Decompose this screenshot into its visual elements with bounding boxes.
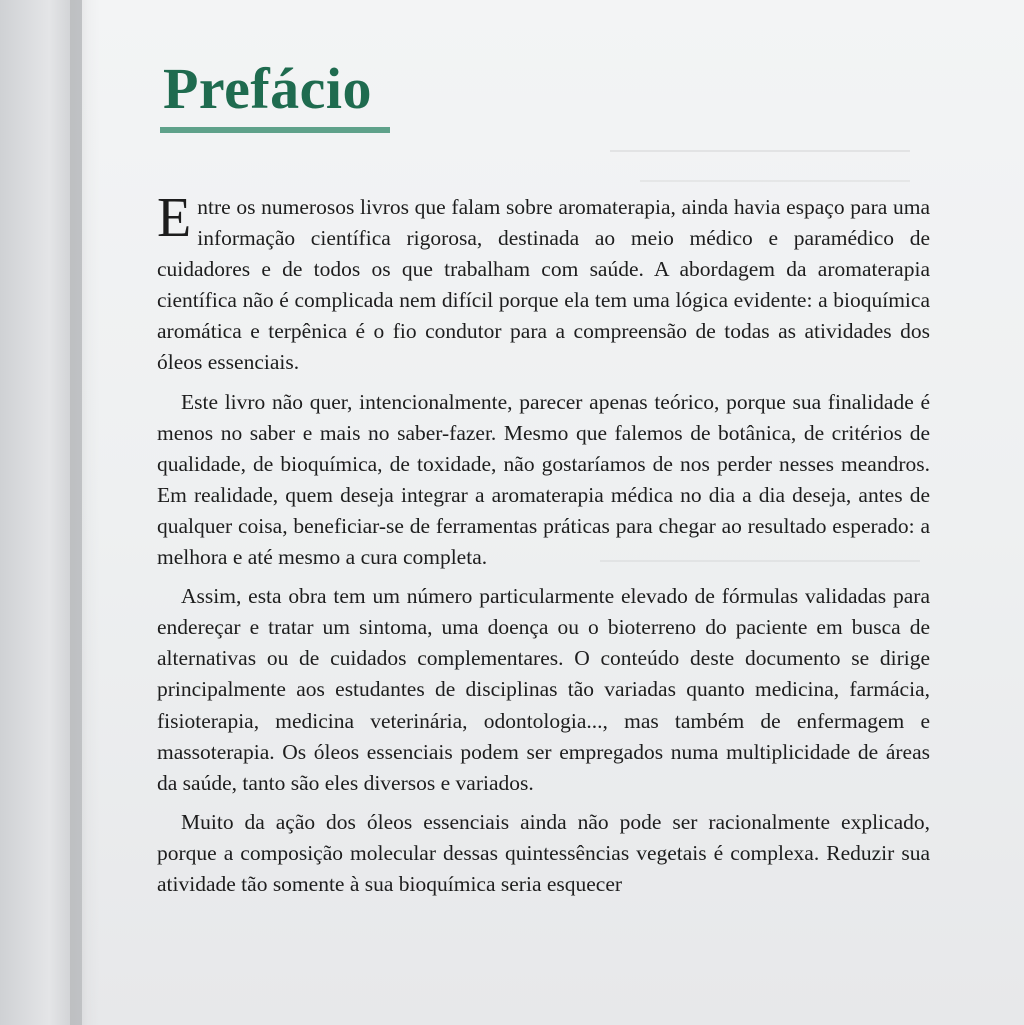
preface-body xyxy=(157,187,930,908)
paragraph: Muito da ação dos óleos essenciais ainda não pode ser racionalmente explicado, porque a composição molecular dessas quintessências vegetais é complexa. Reduzir sua atividade tão somente à sua bioquímica seria esquecer xyxy=(157,809,930,896)
title-underline xyxy=(160,127,390,133)
page-title: Prefácio xyxy=(163,56,373,121)
paragraph-text: ntre os numerosos livros que falam sobre aromaterapia, ainda havia espaço para uma informação científica rigorosa, destinada ao meio médico e paramédico de cuidadores e de todos os que trabalham com saúde. A abordagem da aromaterapia científica não é complicada nem difícil porque ela tem uma lógica evidente: a bioquímica aromática e terpênica é o fio condutor para a compreensão de todas as atividades dos óleos essenciais. xyxy=(157,195,930,375)
paragraph: Este livro não quer, intencionalmente, parecer apenas teórico, porque sua finalidade é menos no saber e mais no saber-fazer. Mesmo que falemos de botânica, de critérios de qualidade, de bioquímica, de toxidade, não gostaríamos de nos perder nesses meandros. Em realidade, quem deseja integrar a aromaterapia médica no dia a dia deseja, antes de qualquer coisa, beneficiar-se de ferramentas práticas para chegar ao resultado esperado: a melhora e até mesmo a cura completa. xyxy=(157,389,930,570)
drop-cap: E xyxy=(157,187,192,249)
paragraph xyxy=(157,187,930,379)
page-gutter-shadow xyxy=(70,0,100,1025)
paragraph: Assim, esta obra tem um número particularmente elevado de fórmulas validadas para endereçar e tratar um sintoma, uma doença ou o bioterreno do paciente em busca de alternativas ou de cuidados complementares. O conteúdo deste documento se dirige principalmente aos estudantes de disciplinas tão variadas quanto medicina, farmácia, fisioterapia, medicina veterinária, odontologia..., mas também de enfermagem e massoterapia. Os óleos essenciais podem ser empregados numa multiplicidade de áreas da saúde, tanto são eles diversos e variados. xyxy=(157,584,930,795)
